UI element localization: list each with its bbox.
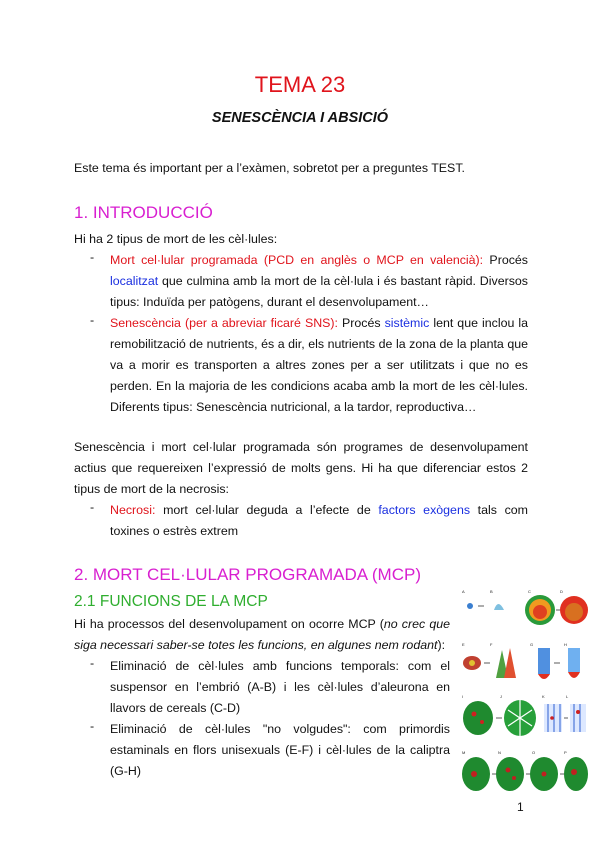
- section-2-paragraph: [74, 614, 450, 656]
- intro-note: Este tema és important per a l’exàmen, sobretot per a preguntes TEST.: [74, 161, 465, 175]
- bullet-necrosi-text-rest: tals com toxines o estrès extrem: [110, 503, 528, 538]
- bullet-temporal: Eliminació de cèl·lules amb funcions temporals: com el suspensor en l’embrió (A-B) i les cèl·lules d’aleurona en llavors de cereals (C-D): [110, 659, 450, 715]
- figure-label: N: [498, 750, 501, 755]
- figure-label: K: [542, 694, 545, 699]
- bullet-dash: -: [90, 656, 95, 670]
- bullet-mcp-text-rest: que culmina amb la mort de la cèl·lula i és bastant ràpid. Diversos tipus: Induïda per patògens, durant el desenvolupament…: [110, 274, 528, 309]
- figure-label: M: [462, 750, 466, 755]
- page-number: 1: [517, 800, 524, 814]
- figure-label: H: [564, 642, 567, 647]
- flower-drawing: [463, 648, 516, 678]
- page-subtitle: SENESCÈNCIA I ABSICIÓ: [211, 110, 389, 126]
- bullet-mcp-term: Mort cel·lular programada (PCD en anglès o MCP en valencià):: [110, 253, 484, 267]
- figure-label: L: [566, 694, 569, 699]
- section-2-paragraph-end: ):: [437, 638, 446, 652]
- infected-leaves-drawing: [462, 757, 588, 791]
- figure-label: O: [532, 750, 536, 755]
- section-1-paragraph: Senescència i mort cel·lular programada són programes de desenvolupament actius que requereixen l’expressió de molts gens. Hi ha que diferenciar estos 2 tipus de mort de la necrosis:: [74, 440, 528, 496]
- figure-label: P: [564, 750, 567, 755]
- figure-label: B: [490, 589, 493, 594]
- section-2-paragraph-italic: no crec que siga necessari saber-se totes les funcions, en algunes nem rodant: [74, 617, 450, 652]
- section-2-1-heading: 2.1 FUNCIONS DE LA MCP: [74, 593, 268, 610]
- xylem-drawing: [544, 704, 586, 732]
- bullet-sns-highlight: sistèmic: [384, 316, 430, 330]
- section-2-heading: 2. MORT CEL·LULAR PROGRAMADA (MCP): [74, 565, 421, 584]
- bullet-mcp: [110, 250, 528, 313]
- bullet-sns-term: Senescència (per a abreviar ficaré SNS):: [110, 316, 338, 330]
- root-cap-drawing: [538, 648, 580, 679]
- bullet-sns-text-rest: lent que inclou la remobilització de nutrients, és a dir, els nutrients de la zona de la planta que va a morir es transporten a altres zones per a ser utilitzats i que no es perden. En la majoria de les condicions acaba amb la mort de les cèl·lules. Diferents tipus: Senescència nutricional, a la tardor, reproductiva…: [110, 316, 529, 414]
- bullet-necrosi: [110, 500, 528, 542]
- page-title: TEMA 23: [254, 72, 346, 97]
- bullet-no-volgudes: Eliminació de cèl·lules "no volgudes": com primordis estaminals en flors unisexuals (E-F) i cèl·lules de la caliptra (G-H): [110, 722, 450, 778]
- bullet-sns: [110, 313, 528, 418]
- pcd-figure: [460, 588, 588, 818]
- figure-label: G: [530, 642, 534, 647]
- figure-label: A: [462, 589, 465, 594]
- bullet-mcp-text: Procés: [483, 253, 528, 267]
- figure-label: J: [500, 694, 502, 699]
- bullet-necrosi-term: Necrosi:: [110, 503, 156, 517]
- aleurone-seed-drawing: [525, 595, 588, 625]
- embryo-drawing: [467, 603, 504, 610]
- section-1-heading: 1. INTRODUCCIÓ: [74, 203, 213, 222]
- bullet-dash: -: [90, 500, 95, 514]
- section-1-lead: Hi ha 2 tipus de mort de les cèl·lules:: [74, 232, 278, 246]
- figure-label: D: [560, 589, 563, 594]
- bullet-dash: -: [90, 313, 95, 327]
- bullet-sns-text: Procés: [338, 316, 385, 330]
- bullet-necrosi-highlight: factors exògens: [378, 503, 471, 517]
- figure-label: F: [490, 642, 493, 647]
- bullet-necrosi-text: mort cel·lular deguda a l’efecte de: [155, 503, 379, 517]
- section-2-paragraph-text: Hi ha processos del desenvolupament on ocorre MCP (: [74, 617, 384, 631]
- figure-label: E: [462, 642, 465, 647]
- figure-label: C: [528, 589, 531, 594]
- bullet-dash: -: [90, 250, 95, 264]
- bullet-dash: -: [90, 719, 95, 733]
- leaf-drawing: [463, 700, 536, 736]
- bullet-mcp-highlight: localitzat: [110, 274, 159, 288]
- figure-label: I: [462, 694, 464, 699]
